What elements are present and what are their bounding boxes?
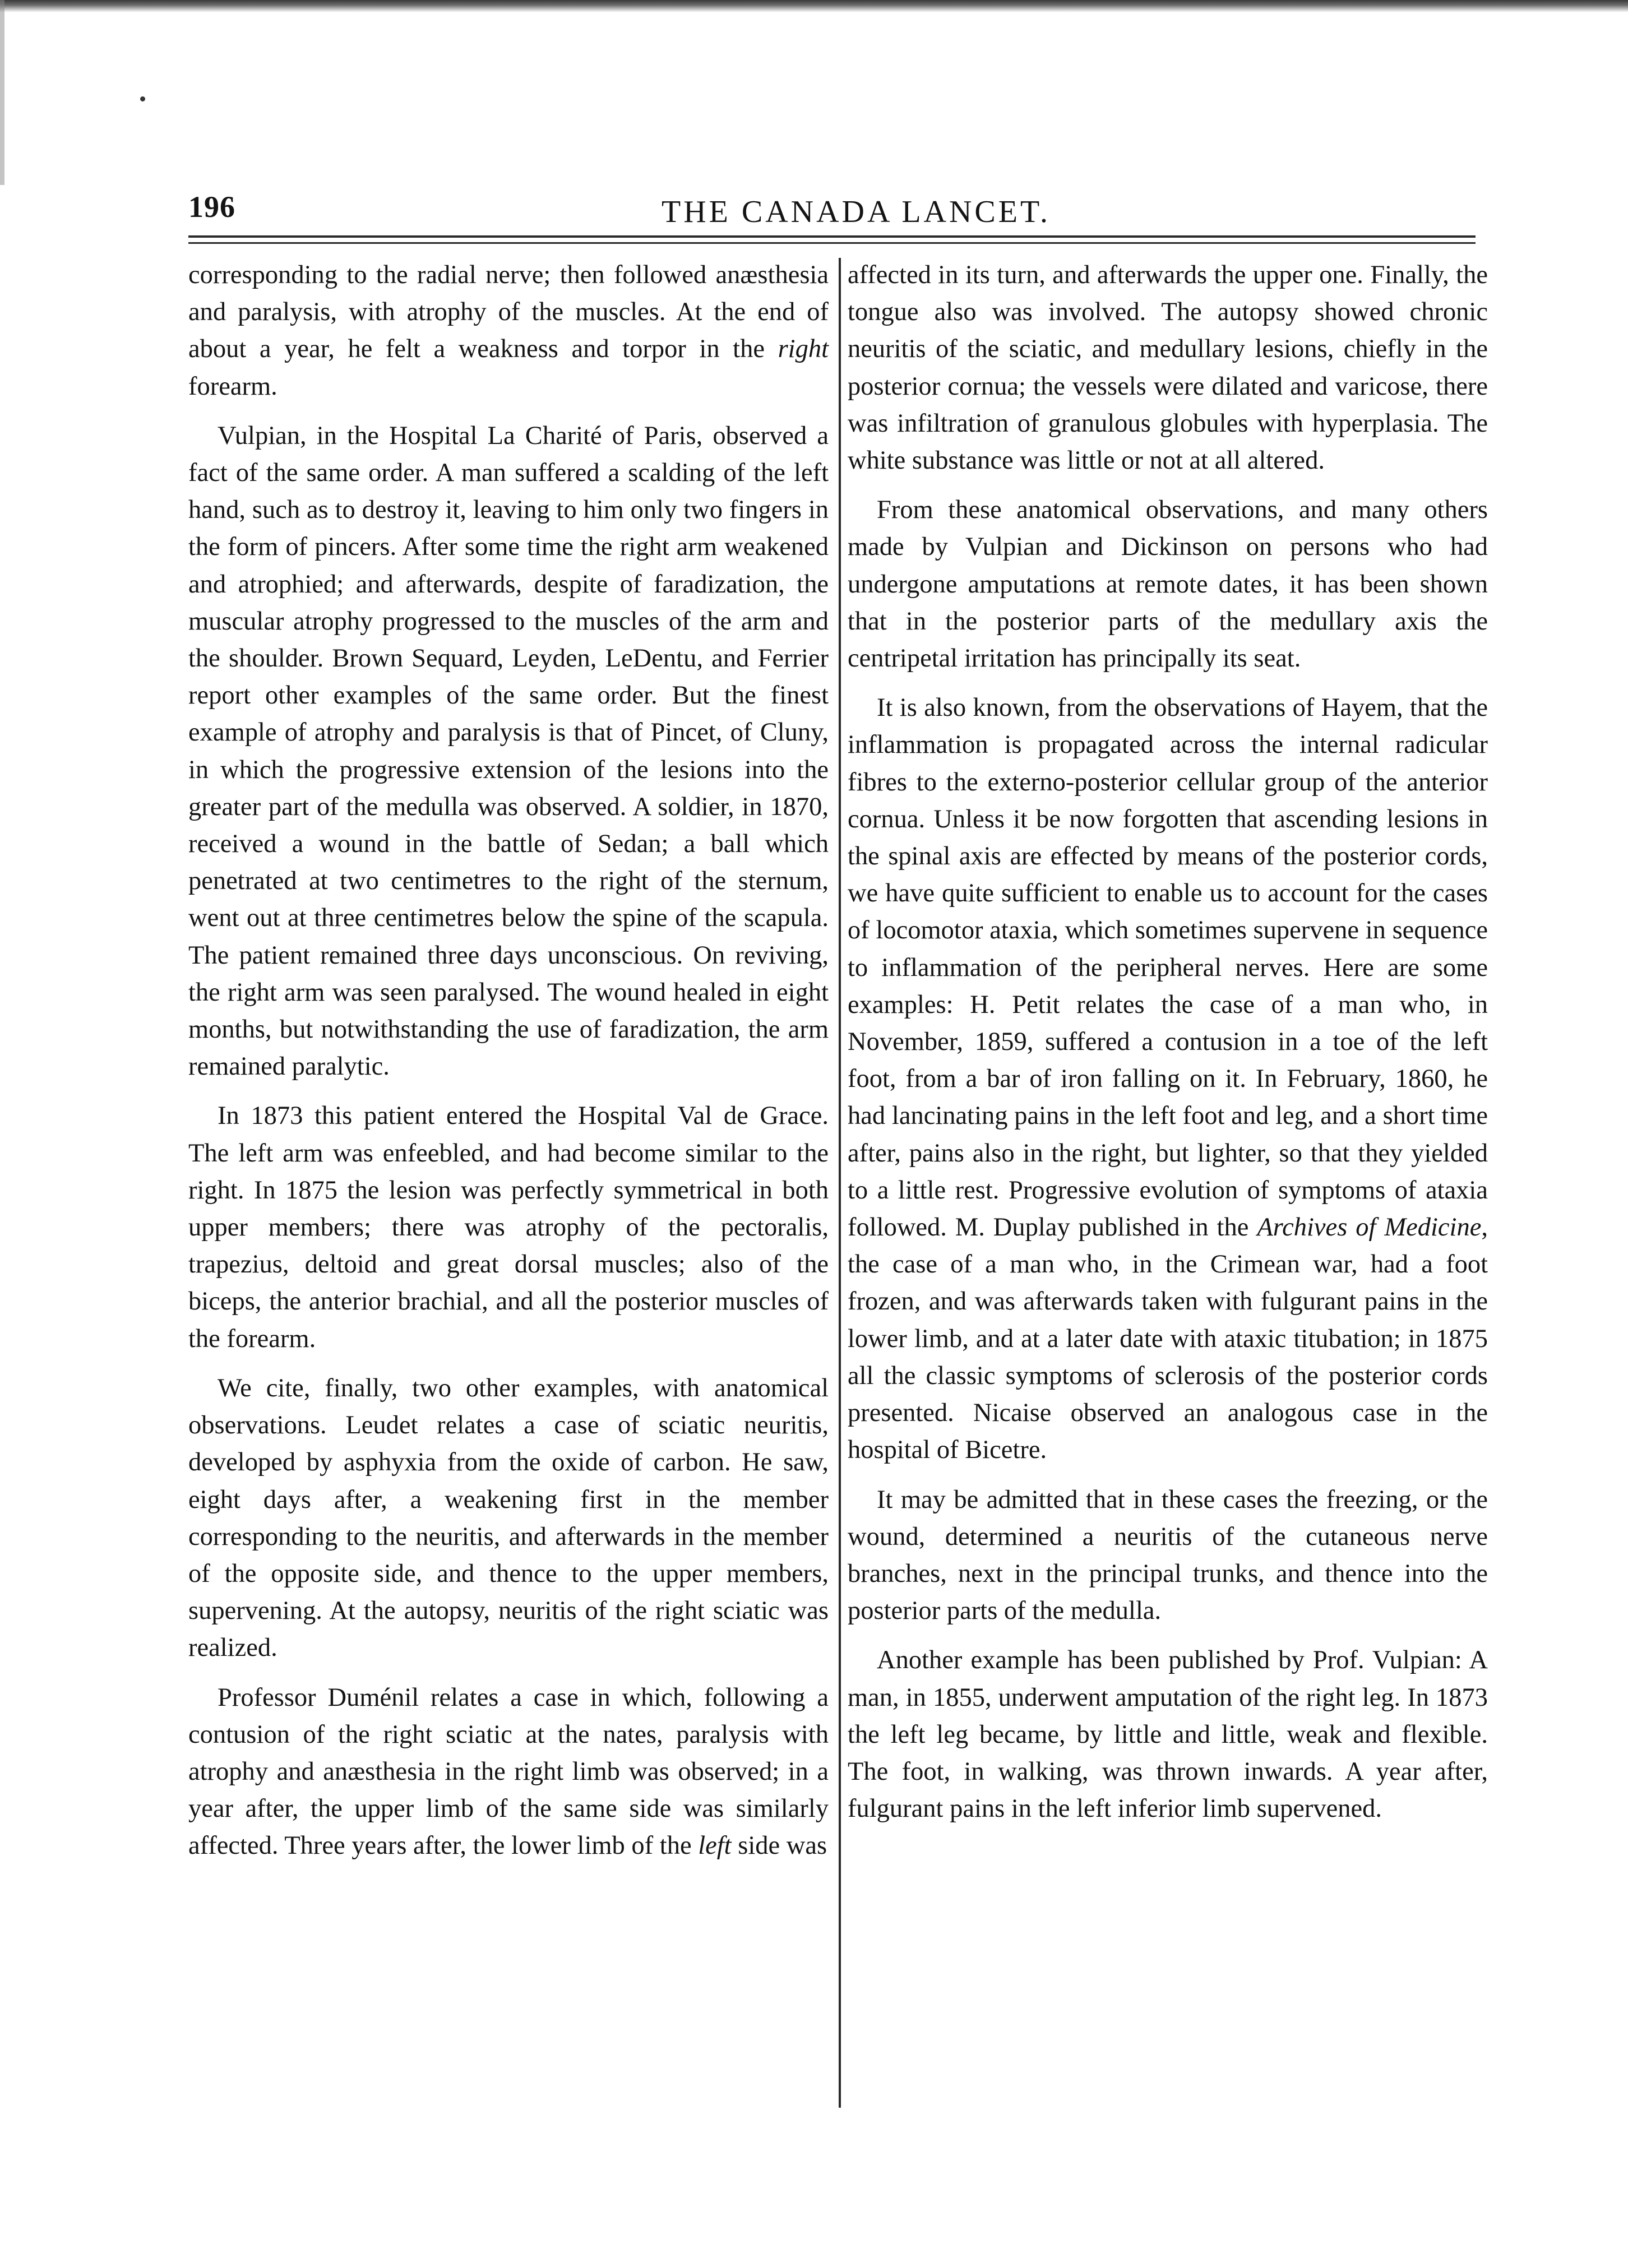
scan-speck (140, 96, 145, 101)
page-number: 196 (188, 190, 235, 224)
header-rule-bottom (188, 242, 1476, 244)
paragraph: It may be admitted that in these cases the freezing, or the wound, determined a neuritis of the cutaneous nerve branches, next in the principal trunks, and thence into the posterior parts of the medulla. (848, 1485, 1488, 1626)
column-divider (839, 258, 841, 2108)
running-head-title: THE CANADA LANCET. (662, 195, 1051, 229)
left-column (188, 257, 829, 1877)
page-top-edge (0, 0, 1628, 12)
scan-left-edge (0, 0, 4, 185)
paragraph: From these anatomical observations, and many others made by Vulpian and Dickinson on persons who had undergone amputations at remote dates, it has been shown that in the posterior parts of the medullary axis the centripetal irritation has principally its seat. (848, 496, 1488, 673)
paragraph: affected in its turn, and afterwards the upper one. Finally, the tongue also was involved. The autopsy showed chronic neuritis of the sciatic, and medullary lesions, chiefly in the posterior cornua; the vessels were dilated and varicose, there was infiltration of granulous globules with hyperplasia. The white substance was little or not at all altered. (848, 261, 1488, 475)
right-column (848, 257, 1488, 1840)
paragraph: corresponding to the radial nerve; then followed anæsthesia and paralysis, with atrophy of the muscles. At the end of about a year, he felt a weakness and torpor in the right forearm. (188, 261, 829, 401)
paragraph: It is also known, from the observations of Hayem, that the inflammation is propagated across the internal radicular fibres to the externo-posterior cellular group of the anterior cornua. Unless it be now forgotten that ascending lesions in the spinal axis are effected by means of the posterior cords, we have quite sufficient to enable us to account for the cases of locomotor ataxia, which sometimes supervene in sequence to inflammation of the peripheral nerves. Here are some examples: H. Petit relates the case of a man who, in November, 1859, suffered a contusion in a toe of the left foot, from a bar of iron falling on it. In February, 1860, he had lancinating pains in the left foot and leg, and a short time after, pains also in the right, but lighter, so that they yielded to a little rest. Progressive evolution of symptoms of ataxia followed. M. Duplay published in the Archives of Medicine, the case of a man who, in the Crimean war, had a foot frozen, and was afterwards taken with fulgurant pains in the lower limb, and at a later date with ataxic titubation; in 1875 all the classic symptoms of sclerosis of the posterior cords presented. Nicaise observed an analogous case in the hospital of Bicetre. (848, 693, 1488, 1465)
paragraph: Another example has been published by Prof. Vulpian: A man, in 1855, underwent amputation of the right leg. In 1873 the left leg became, by little and little, weak and flexible. The foot, in walking, was thrown inwards. A year after, fulgurant pains in the left inferior limb supervened. (848, 1646, 1488, 1823)
paragraph: Professor Duménil relates a case in which, following a contusion of the right sciatic at the nates, paralysis with atrophy and anæsthesia in the right limb was observed; in a year after, the upper limb of the same side was similarly affected. Three years after, the lower limb of the left side was (188, 1683, 829, 1860)
paragraph: We cite, finally, two other examples, with anatomical observations. Leudet relates a case of sciatic neuritis, developed by asphyxia from the oxide of carbon. He saw, eight days after, a weakening first in the member corresponding to the neuritis, and afterwards in the member of the opposite side, and thence to the upper members, supervening. At the autopsy, neuritis of the right sciatic was realized. (188, 1373, 829, 1663)
paragraph: Vulpian, in the Hospital La Charité of Paris, observed a fact of the same order. A man suffered a scalding of the left hand, such as to destroy it, leaving to him only two fingers in the form of pincers. After some time the right arm weakened and atrophied; and afterwards, despite of faradization, the muscular atrophy progressed to the muscles of the arm and the shoulder. Brown Sequard, Leyden, LeDentu, and Ferrier report other examples of the same order. But the finest example of atrophy and paralysis is that of Pincet, of Cluny, in which the progressive extension of the lesions into the greater part of the medulla was observed. A soldier, in 1870, received a wound in the battle of Sedan; a ball which penetrated at two centimetres to the right of the sternum, went out at three centimetres below the spine of the scapula. The patient remained three days unconscious. On reviving, the right arm was seen paralysed. The wound healed in eight months, but notwithstanding the use of faradization, the arm remained paralytic. (188, 421, 829, 1081)
header-rule-top (188, 235, 1476, 238)
paragraph: In 1873 this patient entered the Hospital Val de Grace. The left arm was enfeebled, and had become similar to the right. In 1875 the lesion was perfectly symmetrical in both upper members; there was atrophy of the pectoralis, trapezius, deltoid and great dorsal muscles; also of the biceps, the anterior brachial, and all the posterior muscles of the forearm. (188, 1101, 829, 1353)
